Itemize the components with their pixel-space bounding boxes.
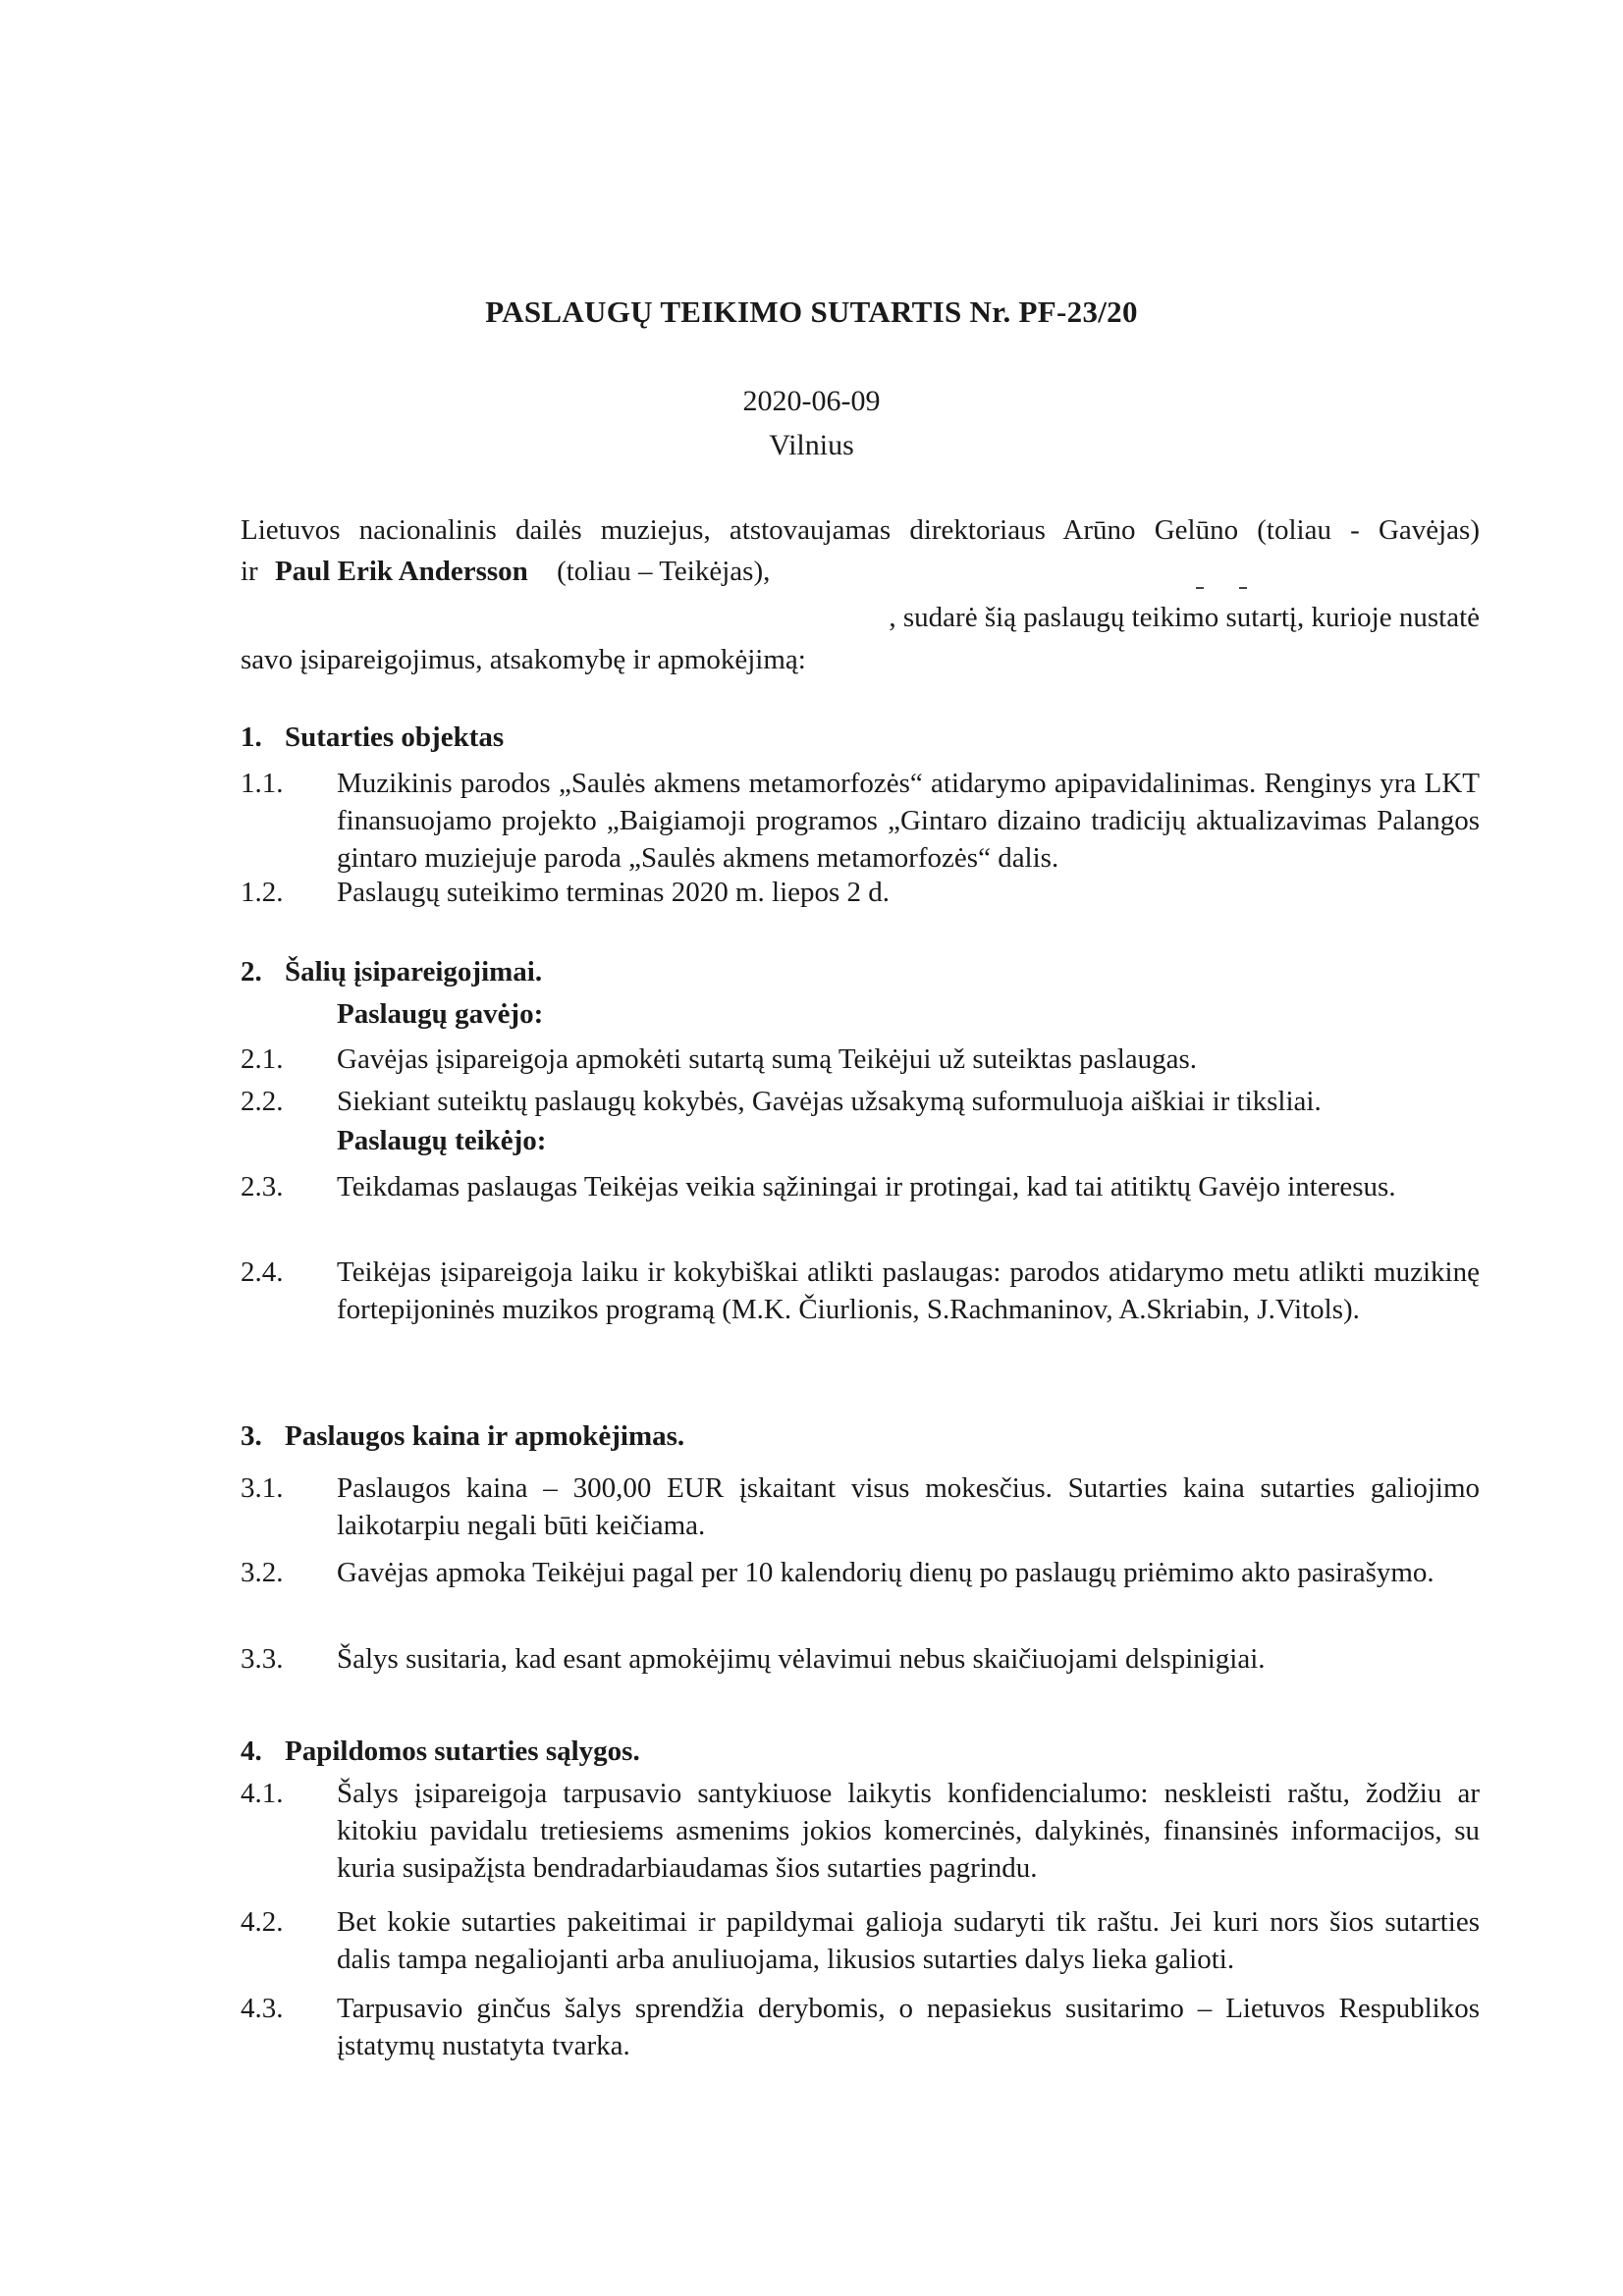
document-title: PASLAUGŲ TEIKIMO SUTARTIS Nr. PF-23/20 <box>485 294 1138 329</box>
section-2-heading: 2. Šalių įsipareigojimai. <box>241 956 543 988</box>
contract-date: 2020-06-09 <box>742 385 881 417</box>
redaction-mark <box>1196 587 1204 589</box>
intro-ir: ir <box>241 556 258 587</box>
subheading-provider: Paslaugų teikėjo: <box>337 1125 547 1156</box>
intro-line-4: savo įsipareigojimus, atsakomybę ir apmokėjimą: <box>241 644 806 675</box>
intro-line-3: , sudarė šią paslaugų teikimo sutartį, kurioje nustatė <box>889 602 1480 633</box>
section-1-heading: 1. Sutarties objektas <box>241 721 505 753</box>
intro-line-1: Lietuvos nacionalinis dailės muziejus, atstovaujamas direktoriaus Arūno Gelūno (toliau - Gavėjas) <box>241 514 1480 546</box>
contract-city: Vilnius <box>769 429 854 461</box>
document-page: PASLAUGŲ TEIKIMO SUTARTIS Nr. PF-23/20 2020-06-09 Vilnius Lietuvos nacionalinis dailės muziejus, atstovaujamas direktoriaus Arūno Gelūno (toliau - Gavėjas) ir Paul Erik Andersson (toliau – Teikėjas), , sudarė šią paslaugų teikimo sutartį, kurioje nustatė savo įsipareigojimus, atsakomybę ir apmokėjimą: 1. Sutarties objektas 1.1. Muzikinis parodos „Saulės akmens metamorfozės“ atidarymo apipavidalinimas. Renginys yra LKT finansuojamo projekto „Baigiamoji programos „Gintaro dizaino tradicijų aktualizavimas Palangos gintaro muziejuje paroda „Saulės akmens metamorfozės“ dalis. 1.2. Paslaugų suteikimo terminas 2020 m. liepos 2 d. 2. Šalių įsipareigojimai. Paslaugų gavėjo: 2.1. Gavėjas įsipareigoja apmokėti sutartą sumą Teikėjui už suteiktas paslaugas. 2.2. Siekiant suteiktų paslaugų kokybės, Gavėjas užsakymą suformuluoja aiškiai ir tiksliai. Paslaugų teikėjo: 2.3. Teikdamas paslaugas Teikėjas veikia sąžiningai ir protingai, kad tai atitiktų Gavėjo interesus. 2.4. Teikėjas įsipareigoja laiku ir kokybiškai atlikti paslaugas: parodos atidarymo metu atlikti muzikinę fortepijoninės muzikos programą (M.K. Čiurlionis, S.Rachmaninov, A.Skriabin, J.Vitols). 3. Paslaugos kaina ir apmokėjimas. 3.1. Paslaugos kaina – 300,00 EUR įskaitant visus mokesčius. Sutarties kaina sutarties galiojimo laikotarpiu negali būti keičiama. 3.2. Gavėjas apmoka Teikėjui pagal per 10 kalendorių dienų po paslaugų priėmimo akto pasirašymo. 3.3. Šalys susitaria, kad esant apmokėjimų vėlavimui nebus skaičiuojami delspinigiai. 4. Papildomos sutarties sąlygos. 4.1. Šalys įsipareigoja tarpusavio santykiuose laikytis konfidencialumo: neskleisti raštu, žodžiu ar kitokiu pavidalu tretiesiems asmenims jokios komercinės, dalykinės, finansinės informacijos, su kuria susipažįsta bendradarbiaudamas šios sutarties pagrindu. 4.2. Bet kokie sutarties pakeitimai ir papildymai galioja sudaryti tik raštu. Jei kuri nors šios sutarties dalis tampa negaliojanti arba anuliuojama, likusios sutarties dalys lieka galioti. 4.3. Tarpusavio ginčus šalys sprendžia derybomis, o nepasiekus susitarimo – Lietuvos Respublikos įstatymų nustatyta tvarka. <box>0 0 1623 2296</box>
redaction-mark <box>1239 587 1247 589</box>
subheading-recipient: Paslaugų gavėjo: <box>337 998 544 1030</box>
intro-line-2 <box>241 556 770 588</box>
provider-alias: (toliau – Teikėjas), <box>557 556 771 587</box>
provider-name: Paul Erik Andersson <box>274 556 528 587</box>
section-4-heading: 4. Papildomos sutarties sąlygos. <box>241 1735 640 1767</box>
section-3-heading: 3. Paslaugos kaina ir apmokėjimas. <box>241 1420 685 1452</box>
